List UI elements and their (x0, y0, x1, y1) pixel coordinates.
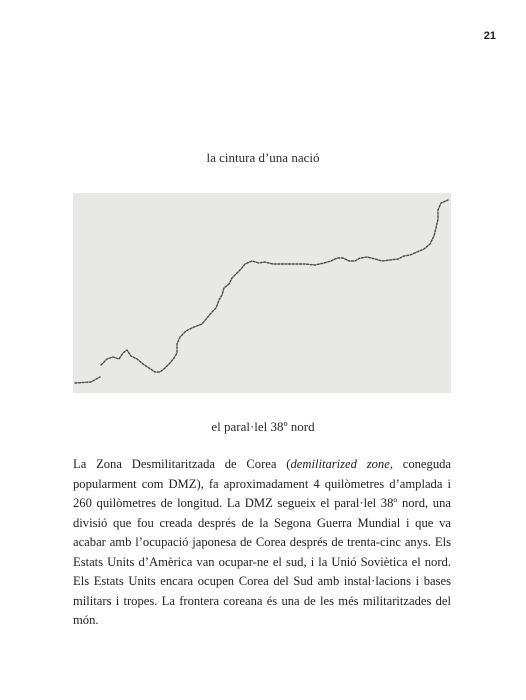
figure-caption-bottom: el paral·lel 38º nord (211, 419, 315, 434)
body-text-italic: demilitarized zone (290, 457, 390, 471)
body-paragraph (73, 455, 451, 631)
dmz-border-figure (73, 193, 451, 393)
figure-caption-top: la cintura d’una nació (206, 150, 320, 165)
page-number: 21 (483, 30, 496, 42)
dmz-dotted-line (73, 193, 451, 393)
body-text-part2: , coneguda popularment com DMZ), fa aproximadament 4 quilòmetres d’amplada i 260 quilòmetres de longitud. La DMZ segueix el paral·lel 38º nord, una divisió que fou creada després de la Segona Guerra Mundial i que va acabar amb l’ocupació japonesa de Corea després de trenta-cinc anys. Els Estats Units d’Amèrica van ocupar-ne el sud, i la Unió Soviètica el nord. Els Estats Units encara ocupen Corea del Sud amb instal·lacions i bases militars i tropes. La frontera coreana és una de les més militaritzades del món. (73, 457, 451, 627)
body-text-part1: La Zona Desmilitaritzada de Corea ( (73, 457, 291, 471)
